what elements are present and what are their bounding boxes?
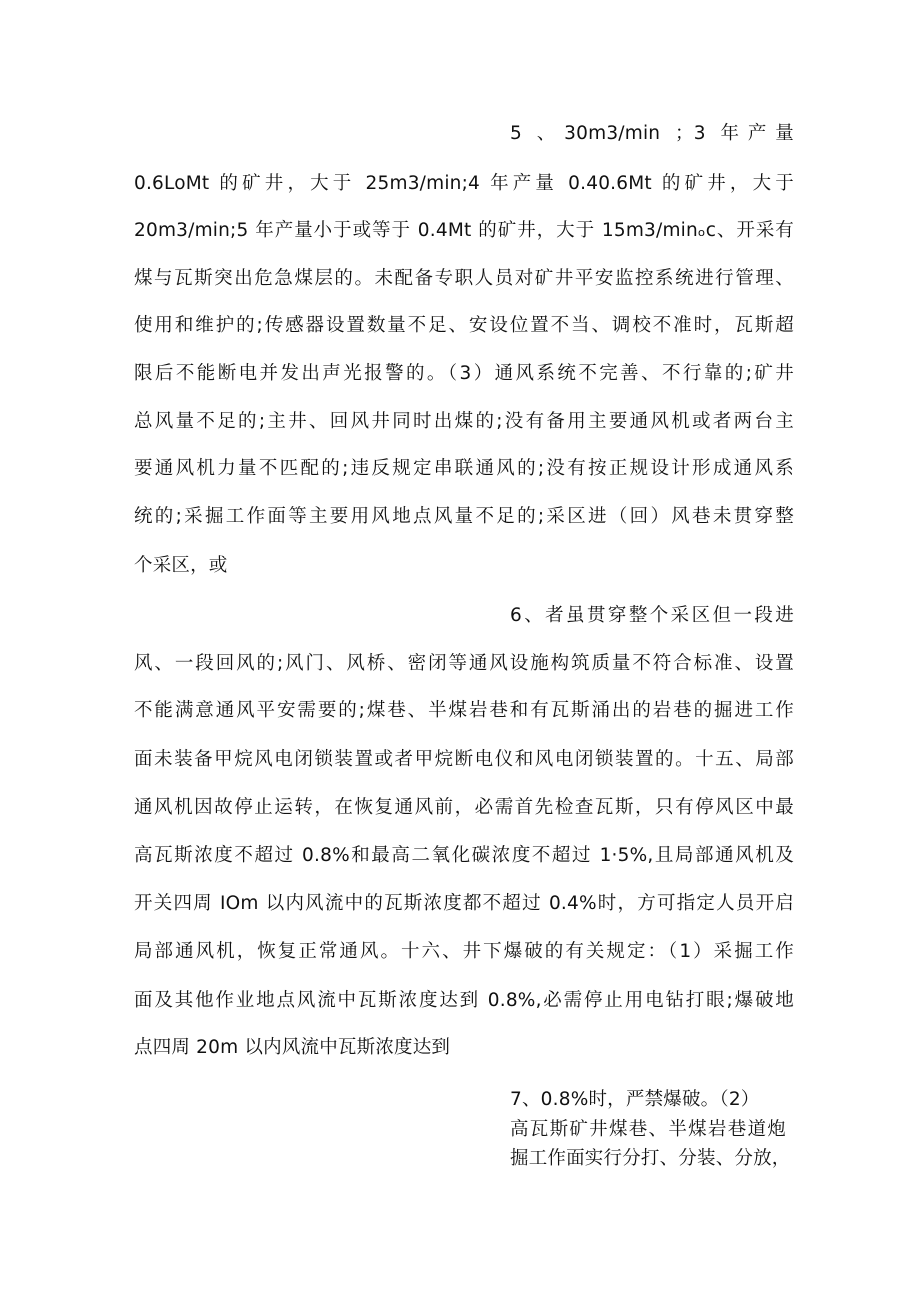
paragraph-line: 面未装备甲烷风电闭锁装置或者甲烷断电仪和风电闭锁装置的。十五、局部 (134, 749, 794, 770)
paragraph-line: 不能满意通风平安需要的;煤巷、半煤岩巷和有瓦斯涌出的岩巷的掘进工作 (134, 700, 794, 721)
paragraph-line: 总风量不足的;主井、回风井同时出煤的;没有备用主要通风机或者两台主 (134, 411, 794, 432)
paragraph-line: 5 、30m3∕min ；3 年产量 (510, 123, 794, 144)
paragraph-line: 限后不能断电并发出声光报警的。（3）通风系统不完善、不行靠的;矿井 (134, 363, 794, 384)
paragraph-line: 统的;采掘工作面等主要用风地点风量不足的;采区进（回）风巷未贯穿整 (134, 506, 794, 527)
paragraph-line: 掘工作面实行分打、分装、分放， (510, 1148, 791, 1169)
paragraph-line: 高瓦斯浓度不超过 0.8%和最高二氧化碳浓度不超过 1·5%,且局部通风机及 (134, 845, 794, 866)
paragraph-line: 20m3∕min;5 年产量小于或等于 0.4Mt 的矿井，大于 15m3∕minₒc、开采有 (134, 220, 794, 241)
paragraph-line: 0.6LoMt 的矿井，大于 25m3∕min;4 年产量 0.40.6Mt 的矿井，大于 (134, 173, 794, 194)
paragraph-line: 7、0.8%时，严禁爆破。（2） (510, 1089, 760, 1110)
paragraph-line: 通风机因故停止运转，在恢复通风前，必需首先检查瓦斯，只有停风区中最 (134, 797, 794, 818)
paragraph-line: 个采区，或 (134, 555, 228, 576)
paragraph-line: 开关四周 IOm 以内风流中的瓦斯浓度都不超过 0.4%时，方可指定人员开启 (134, 893, 794, 914)
paragraph-line: 6、者虽贯穿整个采区但一段进 (510, 605, 794, 626)
paragraph-line: 使用和维护的;传感器设置数量不足、安设位置不当、调校不准时，瓦斯超 (134, 315, 794, 336)
paragraph-line: 面及其他作业地点风流中瓦斯浓度达到 0.8%,必需停止用电钻打眼;爆破地 (134, 990, 794, 1011)
paragraph-line: 要通风机力量不匹配的;违反规定串联通风的;没有按正规设计形成通风系 (134, 458, 794, 479)
paragraph-line: 高瓦斯矿井煤巷、半煤岩巷道炮 (510, 1119, 786, 1140)
paragraph-line: 局部通风机，恢复正常通风。十六、井下爆破的有关规定：（1）采掘工作 (134, 941, 794, 962)
paragraph-line: 煤与瓦斯突出危急煤层的。未配备专职人员对矿井平安监控系统进行管理、 (134, 268, 794, 289)
paragraph-line: 点四周 20m 以内风流中瓦斯浓度达到 (134, 1037, 451, 1058)
paragraph-line: 风、一段回风的;风门、风桥、密闭等通风设施构筑质量不符合标准、设置 (134, 653, 794, 674)
